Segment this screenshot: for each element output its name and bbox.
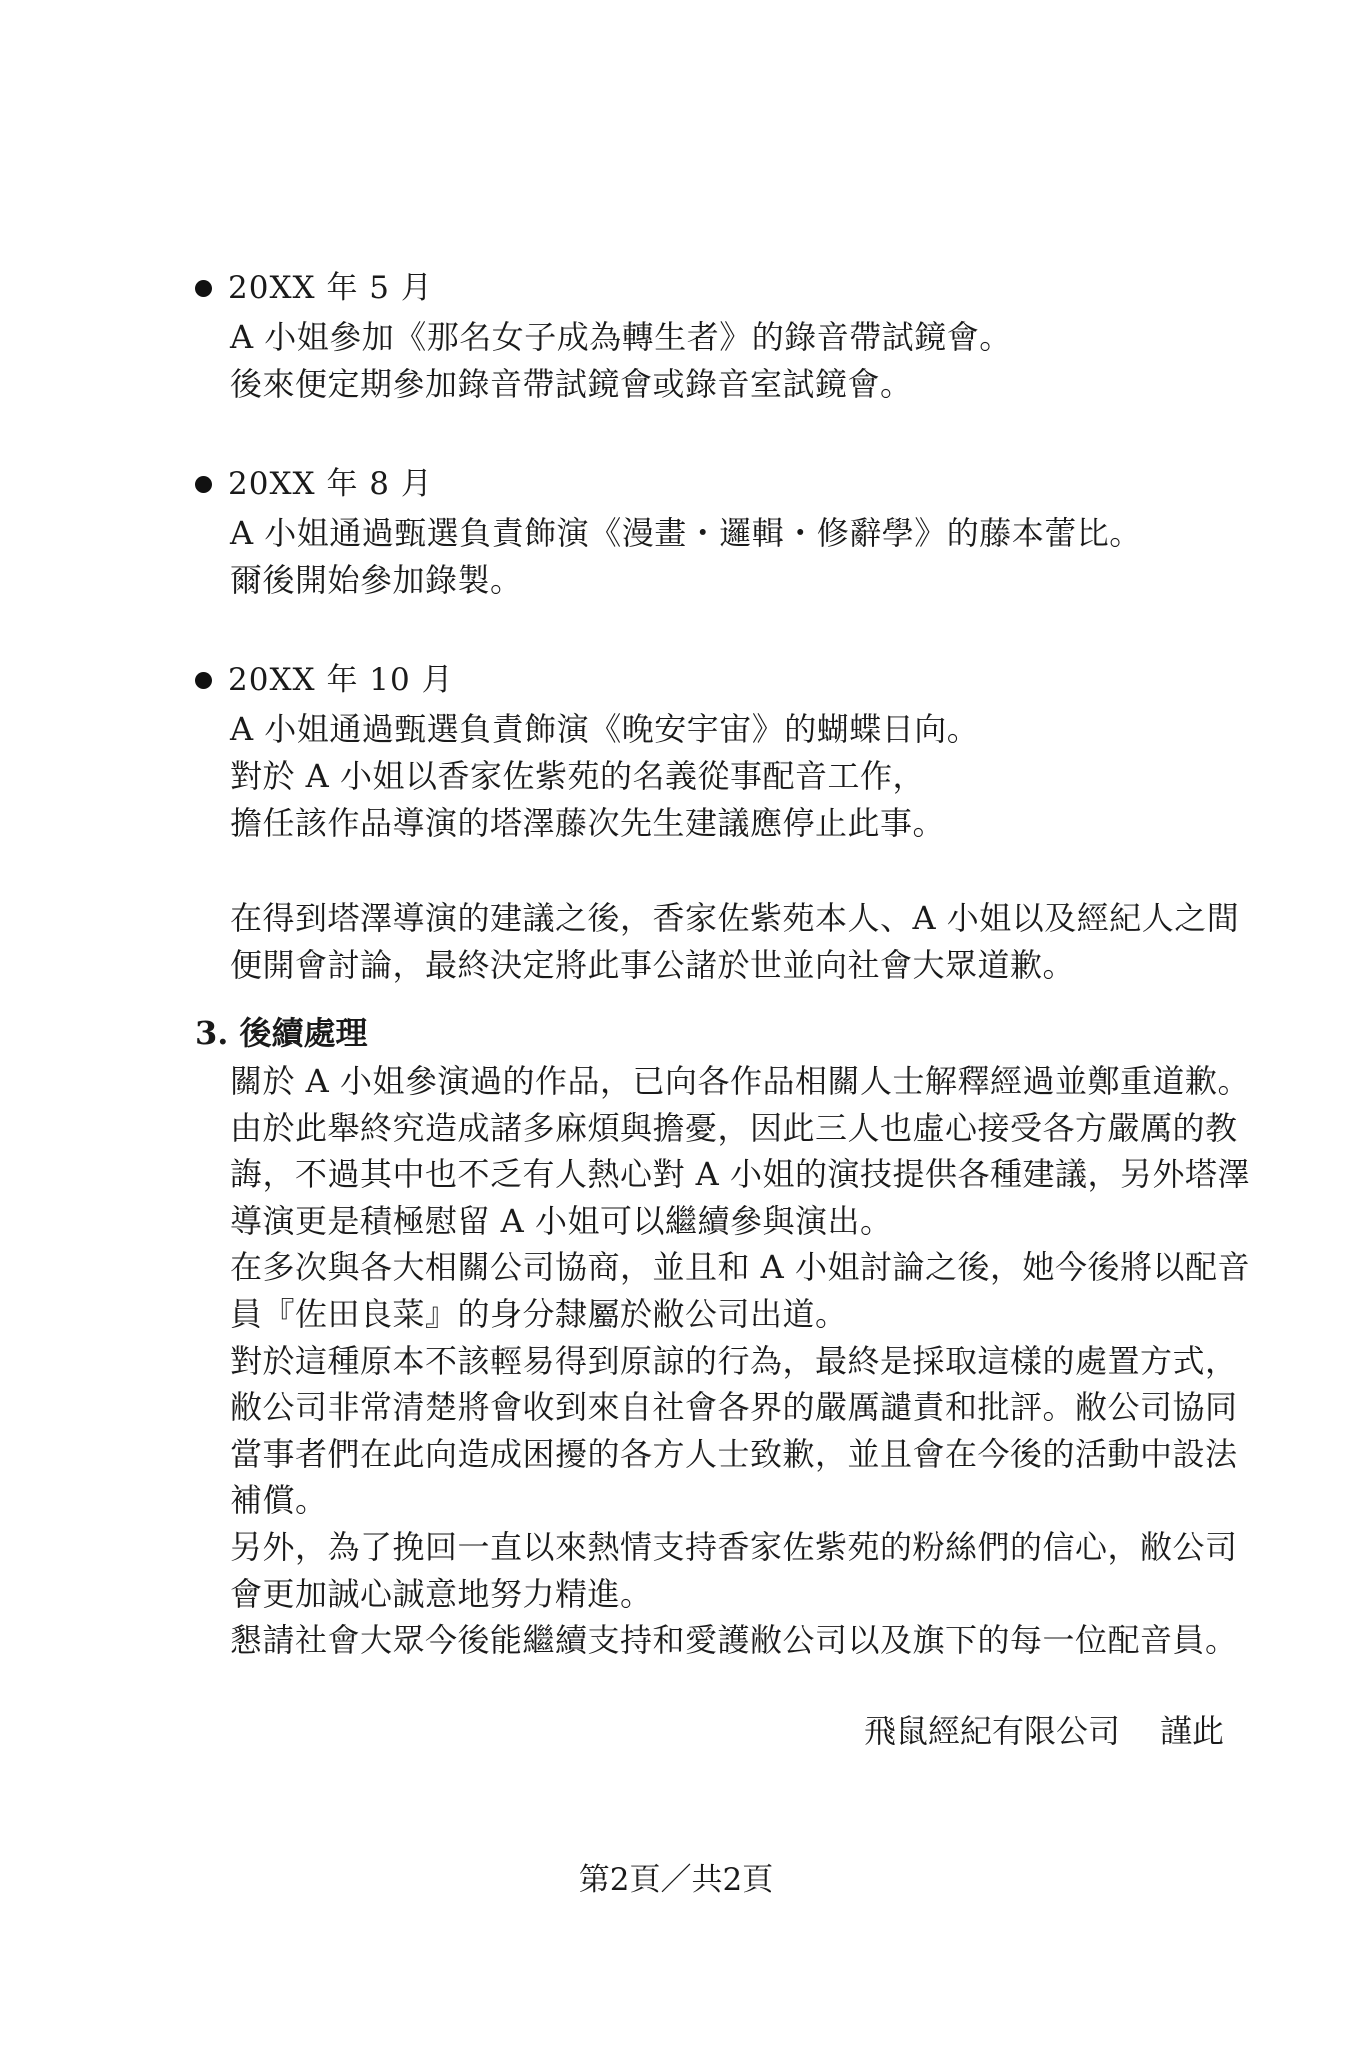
- text-line: 由於此舉終究造成諸多麻煩與擔憂，因此三人也虛心接受各方嚴厲的教: [230, 1108, 1238, 1147]
- bullet-dot-icon: [195, 280, 212, 297]
- timeline-entry: [195, 654, 1235, 847]
- signature-closing: 謹此: [1159, 1712, 1224, 1750]
- text-line: 會更加誠心誠意地努力精進。: [230, 1574, 653, 1613]
- timeline-entry: [195, 262, 1235, 408]
- text-line: 便開會討論，最終決定將此事公諸於世並向社會大眾道歉。: [230, 946, 1076, 984]
- text-line: A 小姐通過甄選負責飾演《晚安宇宙》的蝴蝶日向。: [230, 710, 980, 748]
- follow-up-section: [195, 1008, 1250, 1664]
- timeline-list: [195, 262, 1240, 989]
- timeline-entry-body: [230, 314, 1235, 408]
- decision-paragraph: [230, 895, 1240, 989]
- page-number: 第2頁／共2頁: [578, 1862, 774, 1898]
- text-line: 導演更是積極慰留 A 小姐可以繼續參與演出。: [230, 1201, 893, 1240]
- timeline-date: 20XX 年 10 月: [228, 662, 454, 698]
- timeline-entry-header: [195, 458, 1235, 510]
- text-line: 對於這種原本不該輕易得到原諒的行為，最終是採取這樣的處置方式，: [230, 1341, 1238, 1380]
- timeline-entry-body: [230, 706, 1235, 847]
- company-name: 飛鼠經紀有限公司: [863, 1712, 1120, 1750]
- timeline-date: 20XX 年 5 月: [228, 270, 433, 306]
- text-line: 誨，不過其中也不乏有人熱心對 A 小姐的演技提供各種建議，另外塔澤: [230, 1155, 1250, 1194]
- text-line: 擔任該作品導演的塔澤藤次先生建議應停止此事。: [230, 804, 946, 842]
- text-line: 敝公司非常清楚將會收到來自社會各界的嚴厲譴責和批評。敝公司協同: [230, 1388, 1238, 1427]
- bullet-dot-icon: [195, 476, 212, 493]
- timeline-entry: [195, 458, 1235, 604]
- text-line: 當事者們在此向造成困擾的各方人士致歉，並且會在今後的活動中設法: [230, 1434, 1238, 1473]
- timeline-entry-header: [195, 262, 1235, 314]
- bullet-dot-icon: [195, 672, 212, 689]
- timeline-date: 20XX 年 8 月: [228, 466, 433, 502]
- text-line: 補償。: [230, 1481, 328, 1520]
- text-line: 懇請社會大眾今後能繼續支持和愛護敝公司以及旗下的每一位配音員。: [230, 1621, 1238, 1660]
- text-line: A 小姐參加《那名女子成為轉生者》的錄音帶試鏡會。: [230, 318, 1012, 356]
- signature-block: [864, 1706, 1224, 1756]
- timeline-entry-header: [195, 654, 1235, 706]
- text-line: 對於 A 小姐以香家佐紫苑的名義從事配音工作，: [230, 757, 925, 795]
- text-line: A 小姐通過甄選負責飾演《漫畫・邏輯・修辭學》的藤本蕾比。: [230, 514, 1142, 552]
- text-line: 在得到塔澤導演的建議之後，香家佐紫苑本人、A 小姐以及經紀人之間: [230, 899, 1240, 937]
- text-line: 在多次與各大相關公司協商，並且和 A 小姐討論之後，她今後將以配音: [230, 1248, 1250, 1287]
- text-line: 爾後開始參加錄製。: [230, 561, 523, 599]
- text-line: 另外，為了挽回一直以來熱情支持香家佐紫苑的粉絲們的信心，敝公司: [230, 1527, 1238, 1566]
- text-line: 員『佐田良菜』的身分隸屬於敝公司出道。: [230, 1294, 848, 1333]
- text-line: 後來便定期參加錄音帶試鏡會或錄音室試鏡會。: [230, 365, 913, 403]
- text-line: 關於 A 小姐參演過的作品，已向各作品相關人士解釋經過並鄭重道歉。: [230, 1062, 1250, 1100]
- section-body: [230, 1058, 1250, 1664]
- section-heading: 3. 後續處理: [195, 1014, 368, 1052]
- timeline-entry-body: [230, 510, 1235, 604]
